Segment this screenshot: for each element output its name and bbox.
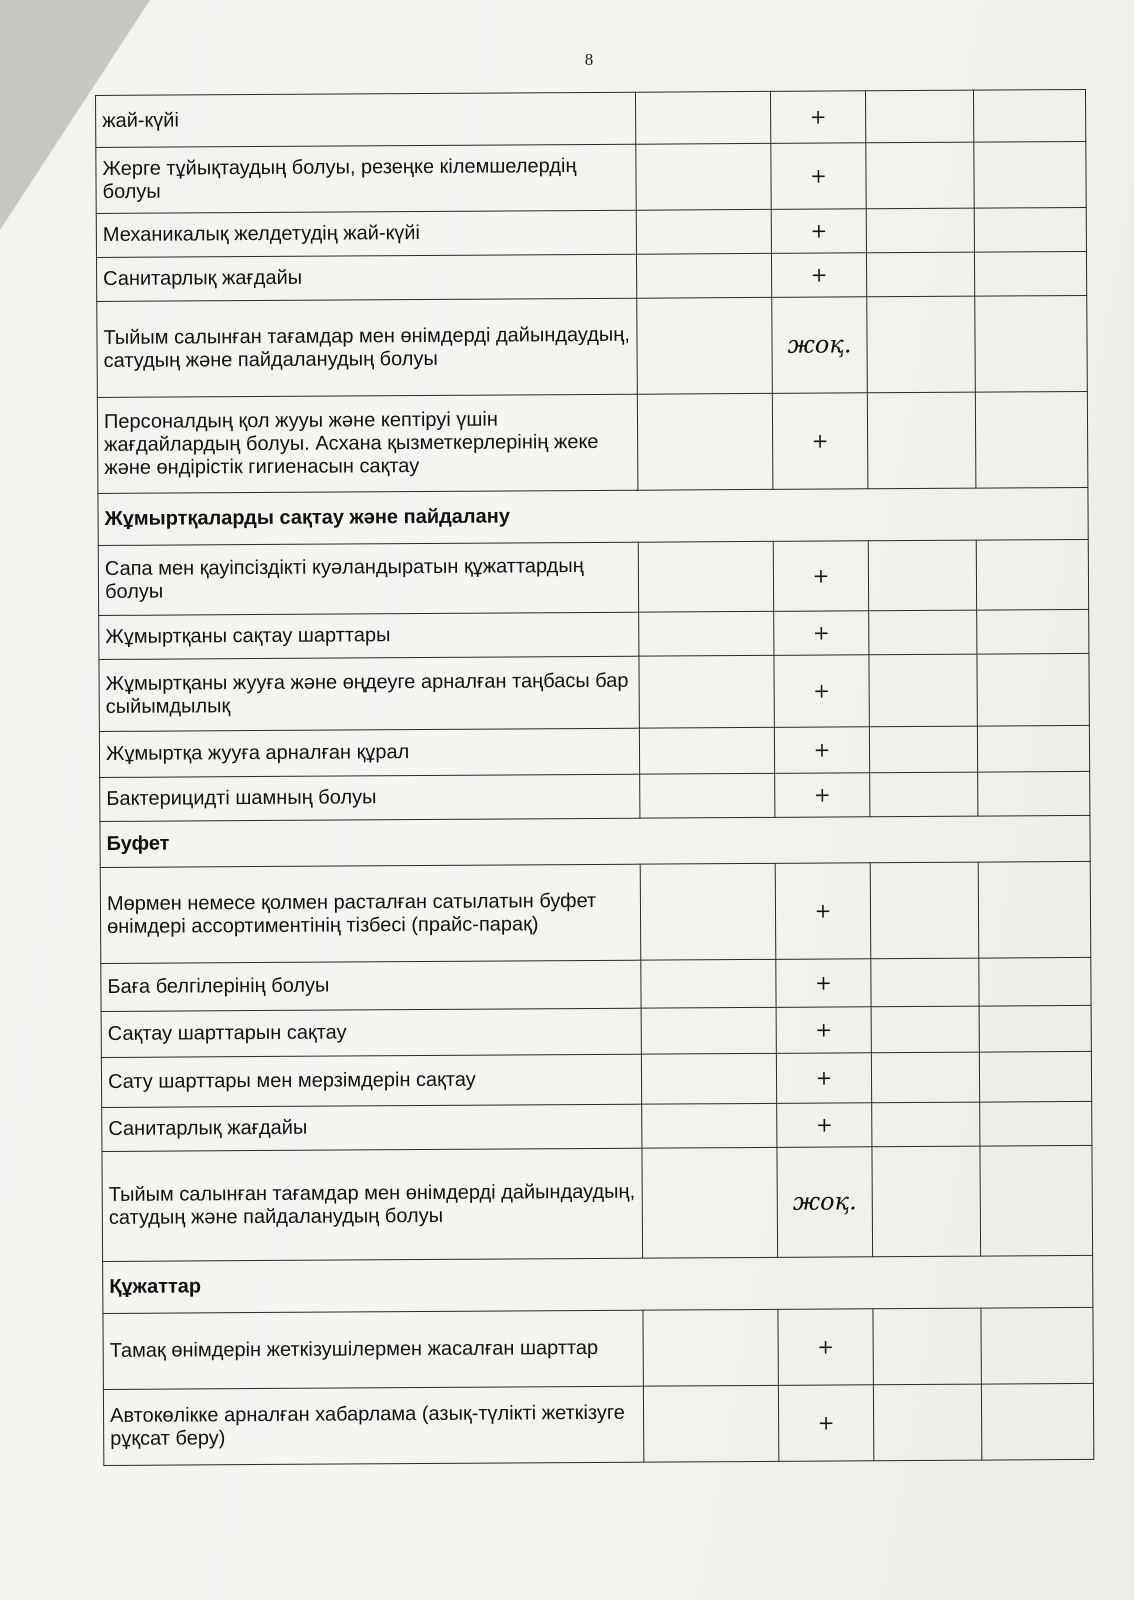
empty-cell bbox=[866, 252, 974, 297]
empty-cell bbox=[981, 1383, 1093, 1460]
checklist-row bbox=[97, 391, 1088, 493]
handwritten-mark: + bbox=[771, 253, 866, 298]
handwritten-mark: + bbox=[772, 393, 868, 490]
handwritten-mark: жоқ. bbox=[777, 1147, 873, 1258]
handwritten-mark: + bbox=[775, 863, 871, 960]
empty-cell bbox=[636, 209, 771, 254]
empty-cell bbox=[873, 1384, 981, 1461]
handwritten-mark: + bbox=[776, 1053, 871, 1104]
checklist-row bbox=[101, 1005, 1091, 1057]
item-label: Санитарлық жағдайы bbox=[96, 254, 636, 301]
empty-cell bbox=[642, 1147, 778, 1258]
empty-cell bbox=[643, 1385, 778, 1462]
empty-cell bbox=[865, 90, 973, 143]
empty-cell bbox=[978, 861, 1091, 958]
handwritten-mark: + bbox=[770, 91, 865, 144]
page-number: 8 bbox=[584, 50, 594, 69]
empty-cell bbox=[977, 609, 1089, 654]
empty-cell bbox=[637, 393, 773, 490]
empty-cell bbox=[871, 1006, 979, 1053]
item-label: Персоналдың қол жууы және кептіруі үшін жағдайлардың болуы. Асхана қызметкерлерінің жеке және өндірістік гигиенасын сақтау bbox=[97, 394, 638, 493]
empty-cell bbox=[639, 655, 774, 728]
empty-cell bbox=[869, 654, 977, 727]
checklist-row bbox=[99, 725, 1089, 777]
checklist-row bbox=[96, 207, 1086, 257]
empty-cell bbox=[640, 863, 776, 960]
empty-cell bbox=[641, 1053, 776, 1104]
handwritten-mark: + bbox=[776, 959, 871, 1008]
empty-cell bbox=[642, 1103, 777, 1148]
empty-cell bbox=[978, 771, 1090, 816]
section-heading: Құжаттар bbox=[103, 1255, 1093, 1313]
section-row bbox=[98, 487, 1088, 545]
item-label: Автокөлікке арналған хабарлама (азық-түлікті жеткізуге рұқсат беру) bbox=[103, 1386, 643, 1465]
empty-cell bbox=[643, 1309, 778, 1386]
empty-cell bbox=[979, 957, 1091, 1006]
checklist-rows bbox=[96, 89, 1094, 1465]
empty-cell bbox=[976, 539, 1088, 610]
empty-cell bbox=[977, 725, 1089, 772]
empty-cell bbox=[638, 541, 773, 612]
empty-cell bbox=[979, 1051, 1091, 1102]
empty-cell bbox=[872, 1146, 981, 1257]
empty-cell bbox=[974, 141, 1086, 208]
checklist-row bbox=[100, 771, 1090, 821]
empty-cell bbox=[639, 727, 774, 774]
checklist-row bbox=[103, 1383, 1093, 1465]
empty-cell bbox=[981, 1307, 1093, 1384]
empty-cell bbox=[870, 862, 979, 959]
empty-cell bbox=[639, 611, 774, 656]
item-label: Жұмыртқаны жууға және өңдеуге арналған таңбасы бар сыйымдылық bbox=[99, 656, 639, 731]
checklist-row bbox=[101, 957, 1091, 1011]
empty-cell bbox=[868, 540, 976, 611]
item-label: Мөрмен немесе қолмен расталған сатылатын буфет өнімдері ассортиментінің тізбесі (прайс-парақ) bbox=[100, 864, 641, 963]
handwritten-mark: жоқ. bbox=[772, 297, 868, 394]
empty-cell bbox=[867, 296, 976, 393]
empty-cell bbox=[635, 91, 770, 144]
empty-cell bbox=[872, 1102, 980, 1147]
empty-cell bbox=[977, 653, 1089, 726]
item-label: Сату шарттары мен мерзімдерін сақтау bbox=[101, 1054, 641, 1107]
empty-cell bbox=[871, 1052, 979, 1103]
empty-cell bbox=[973, 89, 1085, 142]
empty-cell bbox=[869, 726, 977, 773]
empty-cell bbox=[980, 1145, 1093, 1256]
handwritten-mark: + bbox=[771, 143, 866, 210]
empty-cell bbox=[637, 297, 773, 394]
item-label: Бактерицидті шамның болуы bbox=[100, 774, 640, 821]
handwritten-mark: + bbox=[774, 611, 869, 656]
item-label: Тыйым салынған тағамдар мен өнімдерді дайындаудың, сатудың және пайдаланудың болуы bbox=[102, 1148, 643, 1261]
checklist-row bbox=[99, 653, 1089, 731]
checklist-row bbox=[98, 539, 1088, 615]
empty-cell bbox=[640, 773, 775, 818]
empty-cell bbox=[980, 1101, 1092, 1146]
section-row bbox=[103, 1255, 1093, 1313]
empty-cell bbox=[866, 142, 974, 209]
checklist-row bbox=[99, 609, 1089, 659]
empty-cell bbox=[873, 1308, 981, 1385]
handwritten-mark: + bbox=[778, 1385, 873, 1462]
empty-cell bbox=[636, 253, 771, 298]
empty-cell bbox=[870, 772, 978, 817]
empty-cell bbox=[867, 392, 976, 489]
checklist-row bbox=[102, 1145, 1093, 1261]
empty-cell bbox=[975, 391, 1088, 488]
checklist-row bbox=[101, 1051, 1091, 1107]
handwritten-mark: + bbox=[776, 1007, 871, 1054]
inspection-checklist-table bbox=[95, 89, 1094, 1466]
item-label: Жұмыртқаны сақтау шарттары bbox=[99, 612, 639, 659]
empty-cell bbox=[636, 143, 771, 210]
checklist-row bbox=[96, 251, 1086, 301]
item-label: Сақтау шарттарын сақтау bbox=[101, 1008, 641, 1057]
item-label: Механикалық желдетудің жай-күйі bbox=[96, 210, 636, 257]
handwritten-mark: + bbox=[777, 1103, 872, 1148]
checklist-row bbox=[97, 295, 1088, 397]
item-label: Тамақ өнімдерін жеткізушілермен жасалған шарттар bbox=[103, 1310, 643, 1389]
item-label: жай-күйі bbox=[96, 92, 636, 147]
checklist-row bbox=[100, 861, 1091, 963]
checklist-row bbox=[103, 1307, 1093, 1389]
handwritten-mark: + bbox=[774, 727, 869, 774]
handwritten-mark: + bbox=[774, 655, 869, 728]
item-label: Баға белгілерінің болуы bbox=[101, 960, 641, 1011]
handwritten-mark: + bbox=[778, 1309, 873, 1386]
empty-cell bbox=[974, 251, 1086, 296]
empty-cell bbox=[975, 295, 1088, 392]
checklist-row bbox=[102, 1101, 1092, 1151]
checklist-row bbox=[96, 89, 1086, 147]
empty-cell bbox=[871, 958, 979, 1007]
section-heading: Жұмыртқаларды сақтау және пайдалану bbox=[98, 487, 1088, 545]
item-label: Сапа мен қауіпсіздікті куәландыратын құжаттардың болуы bbox=[98, 542, 638, 615]
handwritten-mark: + bbox=[773, 541, 868, 612]
item-label: Жұмыртқа жууға арналған құрал bbox=[99, 728, 639, 777]
empty-cell bbox=[869, 610, 977, 655]
empty-cell bbox=[974, 207, 1086, 252]
item-label: Жерге тұйықтаудың болуы, резеңке кілемшелердің болуы bbox=[96, 144, 636, 213]
handwritten-mark: + bbox=[771, 209, 866, 254]
empty-cell bbox=[979, 1005, 1091, 1052]
item-label: Санитарлық жағдайы bbox=[102, 1104, 642, 1151]
empty-cell bbox=[641, 959, 776, 1008]
item-label: Тыйым салынған тағамдар мен өнімдерді дайындаудың, сатудың және пайдаланудың болуы bbox=[97, 298, 638, 397]
checklist-row bbox=[96, 141, 1086, 213]
empty-cell bbox=[641, 1007, 776, 1054]
empty-cell bbox=[866, 208, 974, 253]
handwritten-mark: + bbox=[775, 773, 870, 818]
section-heading: Буфет bbox=[100, 815, 1090, 867]
section-row bbox=[100, 815, 1090, 867]
